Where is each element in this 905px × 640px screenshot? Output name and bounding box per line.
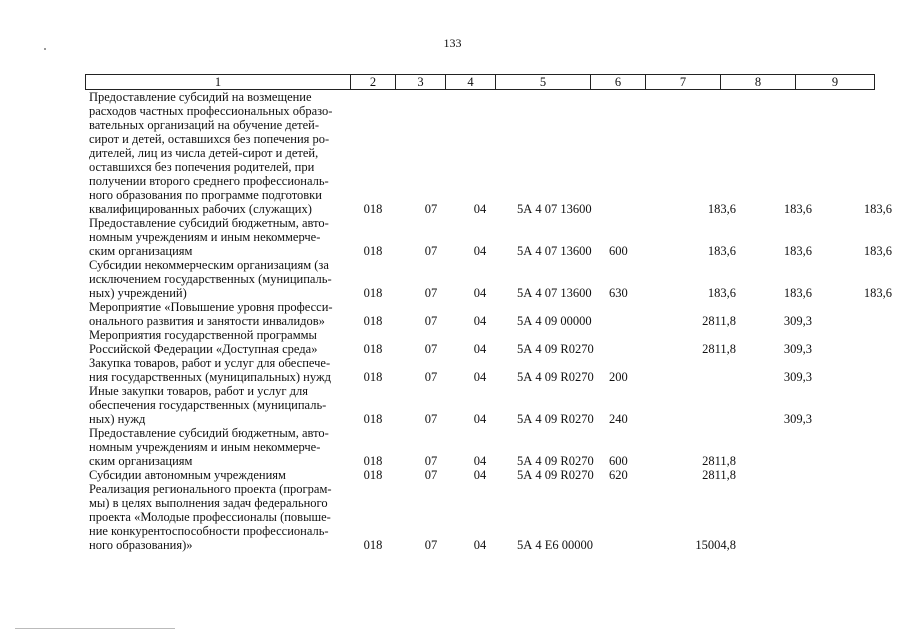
cell-c4: 04 [473, 454, 487, 468]
cell-c8: 309,3 [783, 412, 812, 426]
cell-c2: 018 [363, 314, 383, 328]
header-col-9: 9 [831, 75, 839, 89]
description-line: Реализация регионального проекта (програм- [89, 482, 332, 496]
description-line: расходов частных профессиональных образо- [89, 104, 333, 118]
cell-c6: 630 [609, 286, 628, 300]
cell-c7: 15004,8 [695, 538, 736, 552]
header-col-4: 4 [446, 75, 496, 89]
description-line: ного образования)» [89, 538, 193, 552]
cell-c4: 04 [473, 314, 487, 328]
description-line: Предоставление субсидий на возмещение [89, 90, 312, 104]
cell-c3: 07 [424, 342, 438, 356]
cell-c5: 5А 4 09 R0270 [517, 454, 594, 468]
description-line: ных) нужд [89, 412, 146, 426]
cell-c2: 018 [363, 412, 383, 426]
cell-c3: 07 [424, 286, 438, 300]
row-description [89, 300, 347, 328]
description-line: номным учреждениям и иным некоммерче- [89, 440, 321, 454]
description-line: получении второго среднего профессиональ- [89, 174, 329, 188]
cell-c5: 5А 4 07 13600 [517, 286, 592, 300]
cell-c4: 04 [473, 342, 487, 356]
header-col-8: 8 [721, 75, 796, 89]
cell-c5: 5А 4 E6 00000 [517, 538, 594, 552]
cell-c7: 183,6 [707, 202, 736, 216]
cell-c5: 5А 4 07 13600 [517, 202, 592, 216]
cell-c6: 240 [609, 412, 628, 426]
cell-c7: 2811,8 [702, 342, 736, 356]
cell-c7: 2811,8 [702, 314, 736, 328]
cell-c4: 04 [473, 370, 487, 384]
description-line: проекта «Молодые профессионалы (повыше- [89, 510, 331, 524]
description-line: вательных организаций на обучение детей- [89, 118, 320, 132]
header-col-2: 2 [351, 75, 396, 89]
row-description [89, 384, 347, 426]
table-row [89, 300, 892, 328]
row-description [89, 328, 347, 356]
table-row [89, 482, 892, 552]
description-line: ного образования по программе подготовки [89, 188, 322, 202]
table-row [89, 90, 892, 216]
table-row [89, 258, 892, 300]
cell-c2: 018 [363, 286, 383, 300]
cell-c9: 183,6 [863, 244, 892, 258]
cell-c2: 018 [363, 454, 383, 468]
cell-c8: 183,6 [783, 286, 812, 300]
description-line: Российской Федерации «Доступная среда» [89, 342, 318, 356]
cell-c6: 200 [609, 370, 628, 384]
description-line: сирот и детей, оставшихся без попечения ро- [89, 132, 330, 146]
cell-c2: 018 [363, 538, 383, 552]
cell-c8: 309,3 [783, 314, 812, 328]
description-line: онального развития и занятости инвалидов» [89, 314, 325, 328]
header-col-6: 6 [591, 75, 646, 89]
cell-c5: 5А 4 09 00000 [517, 314, 592, 328]
cell-c3: 07 [424, 412, 438, 426]
row-description [89, 468, 347, 482]
cell-c5: 5А 4 07 13600 [517, 244, 592, 258]
cell-c2: 018 [363, 370, 383, 384]
cell-c2: 018 [363, 202, 383, 216]
cell-c4: 04 [473, 412, 487, 426]
header-col-1: 1 [86, 75, 351, 89]
description-line: ние конкурентоспособности профессиональ- [89, 524, 329, 538]
row-description [89, 216, 347, 258]
cell-c4: 04 [473, 468, 487, 482]
description-line: ским организациям [89, 244, 193, 258]
description-line: Мероприятия государственной программы [89, 328, 317, 342]
description-line: оставшихся без попечения родителей, при [89, 160, 315, 174]
description-line: Закупка товаров, работ и услуг для обеспече- [89, 356, 331, 370]
row-description [89, 356, 347, 384]
footer-rule [15, 628, 175, 629]
cell-c3: 07 [424, 454, 438, 468]
table-row [89, 468, 892, 482]
page-number: 133 [443, 36, 462, 50]
description-line: мы) в целях выполнения задач федерального [89, 496, 328, 510]
description-line: Предоставление субсидий бюджетным, авто- [89, 216, 329, 230]
cell-c8: 309,3 [783, 370, 812, 384]
cell-c9: 183,6 [863, 286, 892, 300]
cell-c4: 04 [473, 244, 487, 258]
description-line: дителей, лиц из числа детей-сирот и детей, [89, 146, 319, 160]
cell-c3: 07 [424, 538, 438, 552]
row-description [89, 258, 347, 300]
table-row [89, 216, 892, 258]
description-line: Предоставление субсидий бюджетным, авто- [89, 426, 329, 440]
cell-c2: 018 [363, 342, 383, 356]
description-line: ским организациям [89, 454, 193, 468]
table-row [89, 426, 892, 468]
cell-c8: 309,3 [783, 342, 812, 356]
header-col-5: 5 [496, 75, 591, 89]
table-header [85, 74, 875, 90]
cell-c6: 620 [609, 468, 628, 482]
cell-c5: 5А 4 09 R0270 [517, 370, 594, 384]
cell-c6: 600 [609, 244, 628, 258]
table-row [89, 356, 892, 384]
description-line: квалифицированных рабочих (служащих) [89, 202, 312, 216]
table-row [89, 328, 892, 356]
header-col-3: 3 [396, 75, 446, 89]
description-line: обеспечения государственных (муниципаль- [89, 398, 327, 412]
cell-c2: 018 [363, 244, 383, 258]
description-line: ных) учреждений) [89, 286, 187, 300]
cell-c5: 5А 4 09 R0270 [517, 412, 594, 426]
table-body [89, 90, 892, 552]
cell-c3: 07 [424, 244, 438, 258]
cell-c3: 07 [424, 314, 438, 328]
table-row [89, 384, 892, 426]
cell-c6: 600 [609, 454, 628, 468]
row-description [89, 90, 347, 216]
cell-c8: 183,6 [783, 202, 812, 216]
cell-c3: 07 [424, 468, 438, 482]
description-line: номным учреждениям и иным некоммерче- [89, 230, 321, 244]
cell-c4: 04 [473, 202, 487, 216]
cell-c3: 07 [424, 370, 438, 384]
row-description [89, 426, 347, 468]
description-line: Субсидии автономным учреждениям [89, 468, 286, 482]
cell-c7: 183,6 [707, 244, 736, 258]
cell-c8: 183,6 [783, 244, 812, 258]
cell-c7: 183,6 [707, 286, 736, 300]
description-line: исключением государственных (муниципаль- [89, 272, 332, 286]
cell-c2: 018 [363, 468, 383, 482]
cell-c7: 2811,8 [702, 454, 736, 468]
header-col-7: 7 [646, 75, 721, 89]
cell-c5: 5А 4 09 R0270 [517, 342, 594, 356]
cell-c4: 04 [473, 538, 487, 552]
cell-c4: 04 [473, 286, 487, 300]
description-line: Иные закупки товаров, работ и услуг для [89, 384, 309, 398]
cell-c7: 2811,8 [702, 468, 736, 482]
description-line: Мероприятие «Повышение уровня професси- [89, 300, 333, 314]
description-line: Субсидии некоммерческим организациям (за [89, 258, 329, 272]
cell-c3: 07 [424, 202, 438, 216]
row-description [89, 482, 347, 552]
cell-c9: 183,6 [863, 202, 892, 216]
description-line: ния государственных (муниципальных) нужд [89, 370, 331, 384]
cell-c5: 5А 4 09 R0270 [517, 468, 594, 482]
